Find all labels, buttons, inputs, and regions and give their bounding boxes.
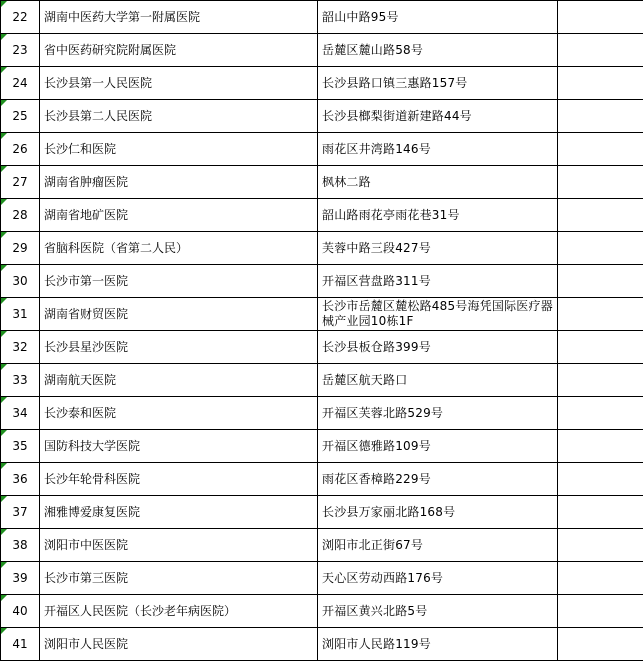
hospital-name-cell[interactable]: 湖南中医药大学第一附属医院 xyxy=(40,1,318,34)
blank-cell[interactable] xyxy=(558,1,643,34)
blank-cell[interactable] xyxy=(558,34,643,67)
hospital-address-cell[interactable]: 开福区芙蓉北路529号 xyxy=(318,397,558,430)
hospital-address-cell[interactable]: 雨花区香樟路229号 xyxy=(318,463,558,496)
hospital-name-cell[interactable]: 湖南省肿瘤医院 xyxy=(40,166,318,199)
hospital-address-cell[interactable]: 长沙市岳麓区麓松路485号海凭国际医疗器械产业园10栋1F xyxy=(318,298,558,331)
hospital-address-cell[interactable]: 长沙县路口镇三惠路157号 xyxy=(318,67,558,100)
row-number-cell[interactable]: 26 xyxy=(1,133,40,166)
table-row xyxy=(1,595,643,628)
blank-cell[interactable] xyxy=(558,529,643,562)
row-number-cell[interactable]: 31 xyxy=(1,298,40,331)
table-row xyxy=(1,298,643,331)
blank-cell[interactable] xyxy=(558,232,643,265)
hospital-address-cell[interactable]: 长沙县板仓路399号 xyxy=(318,331,558,364)
hospital-address-cell[interactable]: 天心区劳动西路176号 xyxy=(318,562,558,595)
hospital-name-cell[interactable]: 长沙县第一人民医院 xyxy=(40,67,318,100)
table-row xyxy=(1,34,643,67)
table-row xyxy=(1,628,643,661)
hospital-name-cell[interactable]: 长沙市第一医院 xyxy=(40,265,318,298)
hospital-address-cell[interactable]: 浏阳市人民路119号 xyxy=(318,628,558,661)
hospital-name-cell[interactable]: 浏阳市中医医院 xyxy=(40,529,318,562)
hospital-address-cell[interactable]: 长沙县榔梨街道新建路44号 xyxy=(318,100,558,133)
blank-cell[interactable] xyxy=(558,331,643,364)
blank-cell[interactable] xyxy=(558,628,643,661)
table-row xyxy=(1,1,643,34)
table-row xyxy=(1,100,643,133)
hospital-address-cell[interactable]: 长沙县万家丽北路168号 xyxy=(318,496,558,529)
table-row xyxy=(1,133,643,166)
row-number-cell[interactable]: 34 xyxy=(1,397,40,430)
hospital-name-cell[interactable]: 湖南省地矿医院 xyxy=(40,199,318,232)
hospital-address-cell[interactable]: 枫林二路 xyxy=(318,166,558,199)
row-number-cell[interactable]: 36 xyxy=(1,463,40,496)
blank-cell[interactable] xyxy=(558,463,643,496)
hospital-name-cell[interactable]: 湖南航天医院 xyxy=(40,364,318,397)
hospital-address-cell[interactable]: 开福区黄兴北路5号 xyxy=(318,595,558,628)
blank-cell[interactable] xyxy=(558,430,643,463)
table-row xyxy=(1,562,643,595)
row-number-cell[interactable]: 40 xyxy=(1,595,40,628)
hospital-name-cell[interactable]: 湖南省财贸医院 xyxy=(40,298,318,331)
hospital-address-cell[interactable]: 岳麓区航天路口 xyxy=(318,364,558,397)
table-row xyxy=(1,166,643,199)
hospital-name-cell[interactable]: 长沙县星沙医院 xyxy=(40,331,318,364)
table-row xyxy=(1,199,643,232)
hospital-address-cell[interactable]: 芙蓉中路三段427号 xyxy=(318,232,558,265)
table-row xyxy=(1,430,643,463)
hospital-name-cell[interactable]: 开福区人民医院（长沙老年病医院） xyxy=(40,595,318,628)
row-number-cell[interactable]: 30 xyxy=(1,265,40,298)
hospital-name-cell[interactable]: 长沙年轮骨科医院 xyxy=(40,463,318,496)
row-number-cell[interactable]: 24 xyxy=(1,67,40,100)
row-number-cell[interactable]: 32 xyxy=(1,331,40,364)
row-number-cell[interactable]: 29 xyxy=(1,232,40,265)
hospital-name-cell[interactable]: 国防科技大学医院 xyxy=(40,430,318,463)
hospital-address-cell[interactable]: 开福区营盘路311号 xyxy=(318,265,558,298)
hospital-name-cell[interactable]: 湘雅博爱康复医院 xyxy=(40,496,318,529)
hospital-name-cell[interactable]: 省脑科医院（省第二人民） xyxy=(40,232,318,265)
row-number-cell[interactable]: 23 xyxy=(1,34,40,67)
row-number-cell[interactable]: 39 xyxy=(1,562,40,595)
blank-cell[interactable] xyxy=(558,100,643,133)
blank-cell[interactable] xyxy=(558,166,643,199)
hospital-name-cell[interactable]: 长沙泰和医院 xyxy=(40,397,318,430)
hospital-name-cell[interactable]: 长沙市第三医院 xyxy=(40,562,318,595)
blank-cell[interactable] xyxy=(558,496,643,529)
blank-cell[interactable] xyxy=(558,364,643,397)
table-row xyxy=(1,364,643,397)
blank-cell[interactable] xyxy=(558,562,643,595)
row-number-cell[interactable]: 35 xyxy=(1,430,40,463)
blank-cell[interactable] xyxy=(558,199,643,232)
hospital-address-cell[interactable]: 韶山中路95号 xyxy=(318,1,558,34)
hospital-table-body xyxy=(1,1,643,661)
blank-cell[interactable] xyxy=(558,298,643,331)
row-number-cell[interactable]: 28 xyxy=(1,199,40,232)
table-row xyxy=(1,67,643,100)
row-number-cell[interactable]: 38 xyxy=(1,529,40,562)
blank-cell[interactable] xyxy=(558,397,643,430)
blank-cell[interactable] xyxy=(558,265,643,298)
hospital-name-cell[interactable]: 省中医药研究院附属医院 xyxy=(40,34,318,67)
hospital-address-cell[interactable]: 浏阳市北正街67号 xyxy=(318,529,558,562)
hospital-address-cell[interactable]: 岳麓区麓山路58号 xyxy=(318,34,558,67)
table-row xyxy=(1,496,643,529)
table-row xyxy=(1,232,643,265)
row-number-cell[interactable]: 37 xyxy=(1,496,40,529)
hospital-address-cell[interactable]: 韶山路雨花亭雨花巷31号 xyxy=(318,199,558,232)
table-row xyxy=(1,265,643,298)
table-row xyxy=(1,331,643,364)
row-number-cell[interactable]: 22 xyxy=(1,1,40,34)
hospital-name-cell[interactable]: 长沙县第二人民医院 xyxy=(40,100,318,133)
table-row xyxy=(1,529,643,562)
row-number-cell[interactable]: 25 xyxy=(1,100,40,133)
hospital-name-cell[interactable]: 浏阳市人民医院 xyxy=(40,628,318,661)
hospital-address-cell[interactable]: 开福区德雅路109号 xyxy=(318,430,558,463)
row-number-cell[interactable]: 27 xyxy=(1,166,40,199)
blank-cell[interactable] xyxy=(558,67,643,100)
hospital-address-cell[interactable]: 雨花区井湾路146号 xyxy=(318,133,558,166)
row-number-cell[interactable]: 33 xyxy=(1,364,40,397)
row-number-cell[interactable]: 41 xyxy=(1,628,40,661)
blank-cell[interactable] xyxy=(558,133,643,166)
table-row xyxy=(1,463,643,496)
blank-cell[interactable] xyxy=(558,595,643,628)
hospital-name-cell[interactable]: 长沙仁和医院 xyxy=(40,133,318,166)
table-row xyxy=(1,397,643,430)
